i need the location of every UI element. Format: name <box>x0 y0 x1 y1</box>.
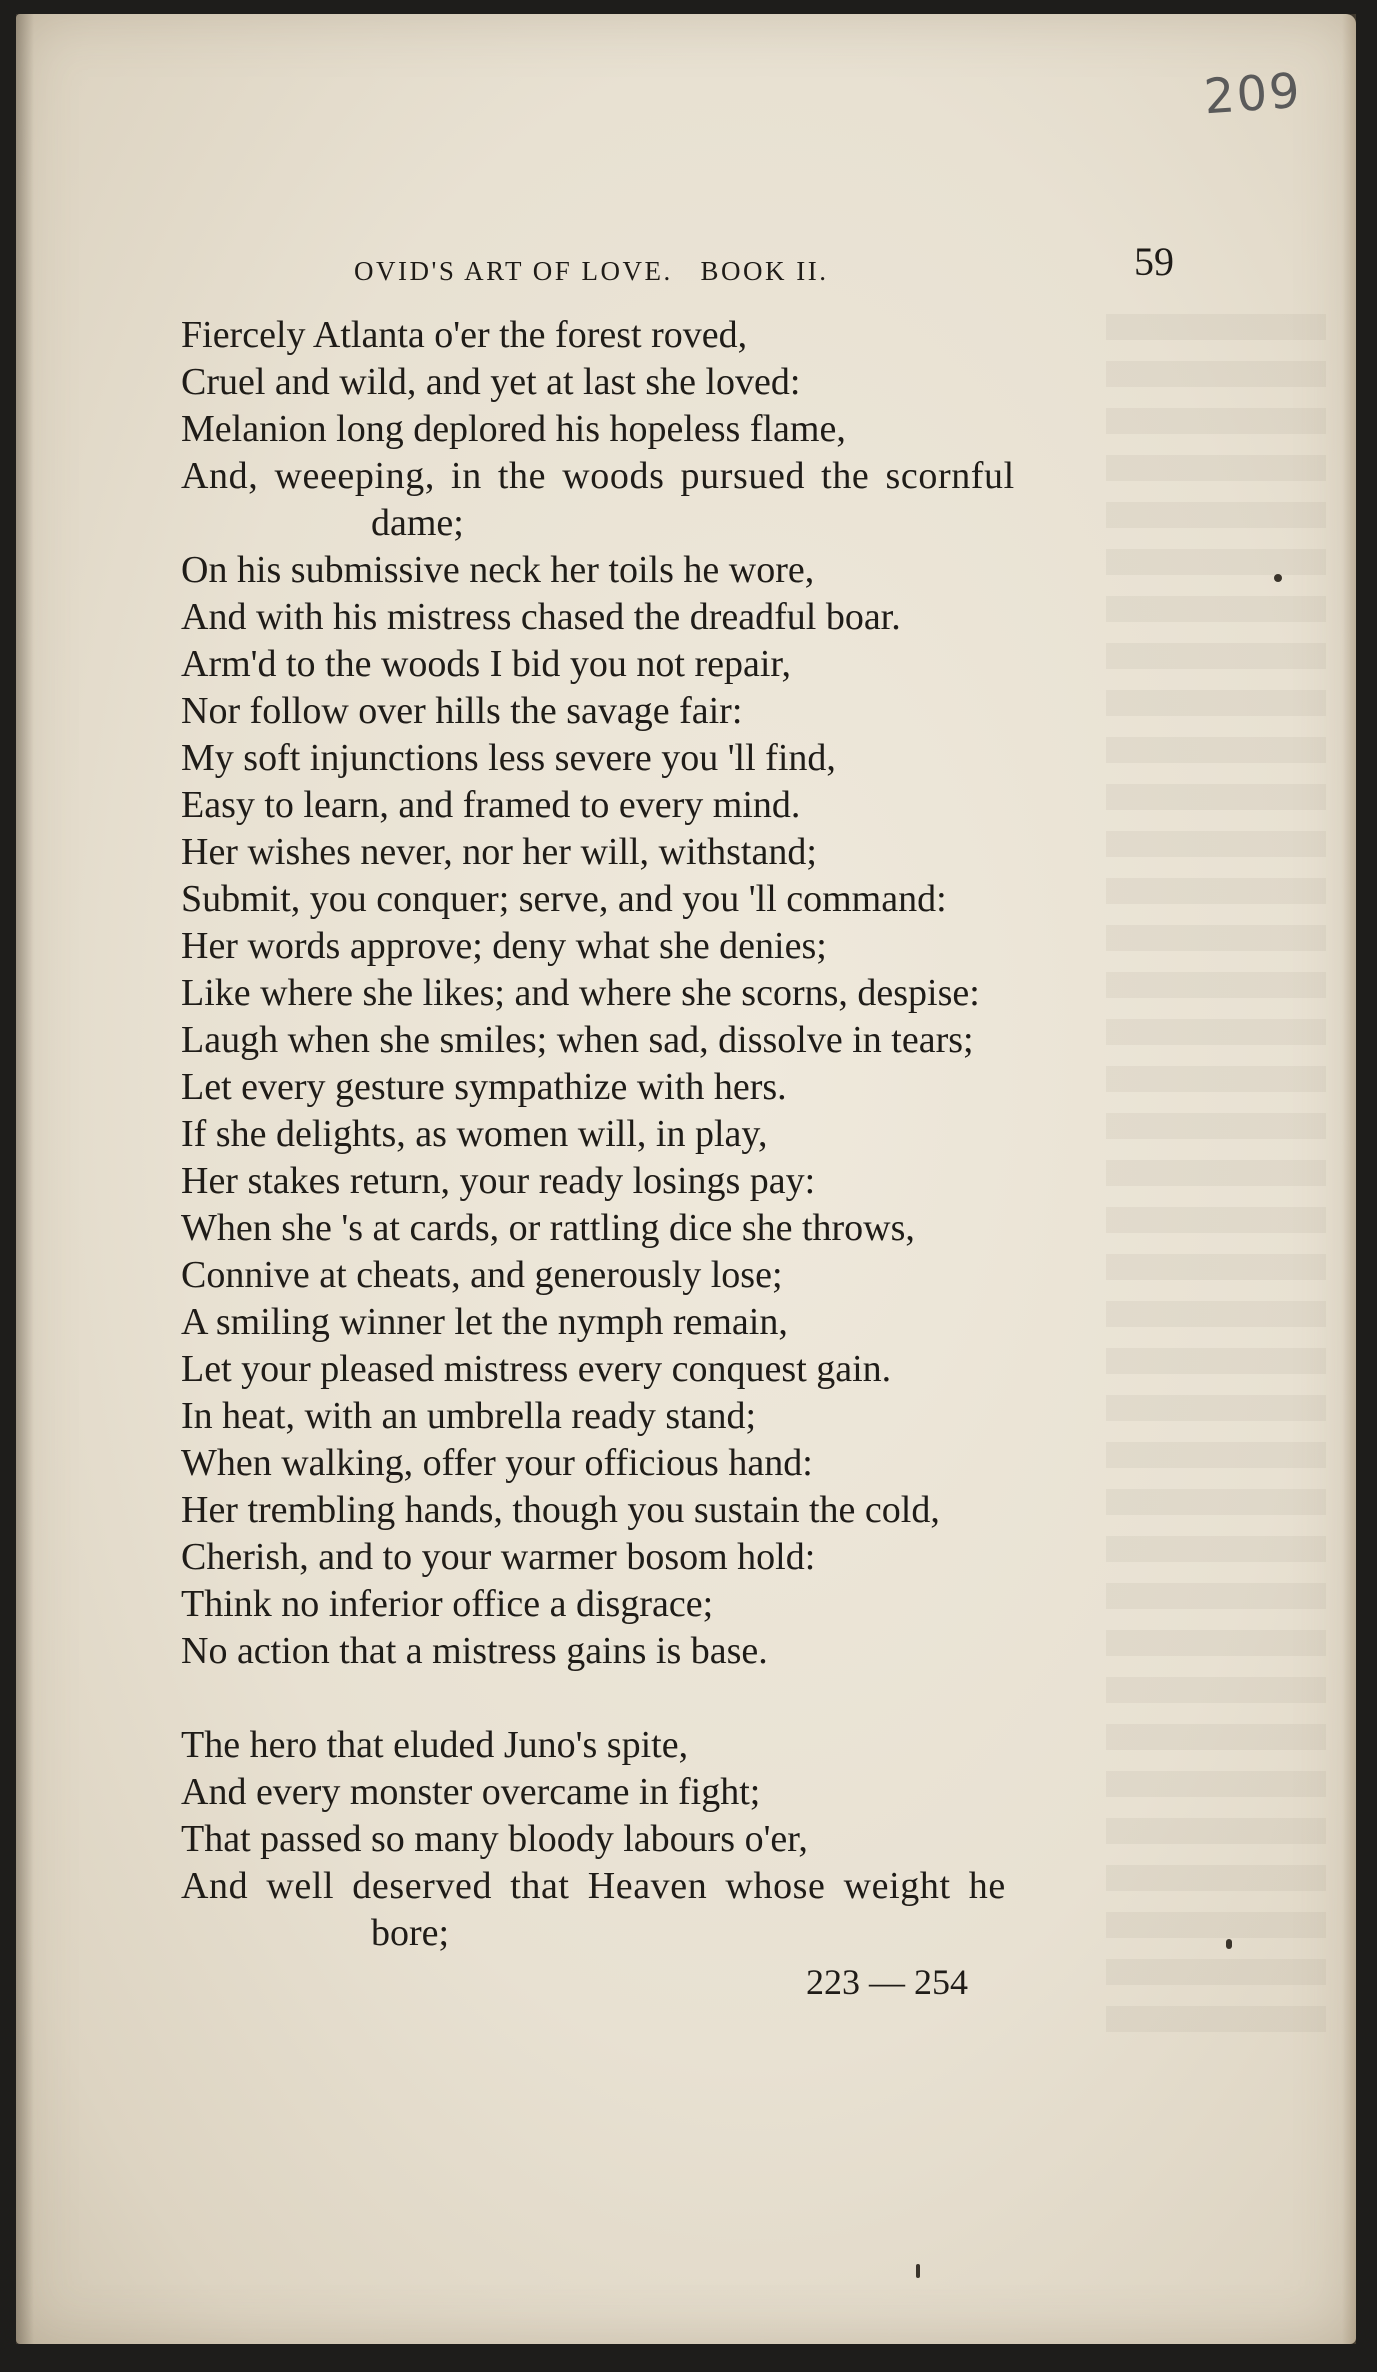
page-gutter-shadow <box>16 14 34 2344</box>
paper-speck <box>916 2264 920 2278</box>
verse-line: Fiercely Atlanta o'er the forest roved, <box>181 314 748 356</box>
verse-line: On his submissive neck her toils he wore, <box>181 549 815 591</box>
line-range: 223 — 254 <box>806 1962 968 2002</box>
verse-line: Think no inferior office a disgrace; <box>181 1583 714 1625</box>
verse-line: Let your pleased mistress every conquest gain. <box>181 1348 892 1390</box>
verse-line: If she delights, as women will, in play, <box>181 1113 768 1155</box>
verse-line: And, weeeping, in the woods pursued the scornful <box>181 455 1015 497</box>
verse-line: Laugh when she smiles; when sad, dissolve in tears; <box>181 1019 974 1061</box>
pencil-annotation: 209 <box>1202 62 1304 126</box>
verse-line: Her trembling hands, though you sustain the cold, <box>181 1489 940 1531</box>
verse-line: Her wishes never, nor her will, withstand; <box>181 831 817 873</box>
book-page <box>16 14 1356 2344</box>
page-header <box>334 238 1174 298</box>
paper-speck <box>1226 1939 1232 1949</box>
verse-line-continuation: bore; <box>371 1912 450 1954</box>
verse-line: No action that a mistress gains is base. <box>181 1630 768 1672</box>
verse-line: Her words approve; deny what she denies; <box>181 925 827 967</box>
page-number: 59 <box>1134 239 1174 284</box>
verse-line: Her stakes return, your ready losings pay: <box>181 1160 816 1202</box>
verse-line: Let every gesture sympathize with hers. <box>181 1066 787 1108</box>
verse-line: Cherish, and to your warmer bosom hold: <box>181 1536 816 1578</box>
verse-line: A smiling winner let the nymph remain, <box>181 1301 788 1343</box>
verse-line: When she 's at cards, or rattling dice she throws, <box>181 1207 915 1249</box>
verse-line-continuation: dame; <box>371 502 464 544</box>
verse-line: Nor follow over hills the savage fair: <box>181 690 743 732</box>
verse-line: My soft injunctions less severe you 'll find, <box>181 737 836 779</box>
verse-line: Melanion long deplored his hopeless flame, <box>181 408 846 450</box>
verse-line: That passed so many bloody labours o'er, <box>181 1818 808 1860</box>
page-edge-shadow <box>1342 14 1356 2344</box>
paper-speck <box>1274 574 1282 582</box>
verse-line: And every monster overcame in fight; <box>181 1771 761 1813</box>
verse-line: Like where she likes; and where she scorns, despise: <box>181 972 980 1014</box>
running-title: OVID'S ART OF LOVE. BOOK II. <box>354 256 829 286</box>
verse-line: Connive at cheats, and generously lose; <box>181 1254 783 1296</box>
verse-line: And well deserved that Heaven whose weight he <box>181 1865 1006 1907</box>
verse-line: Submit, you conquer; serve, and you 'll command: <box>181 878 947 920</box>
verse-line: And with his mistress chased the dreadful boar. <box>181 596 901 638</box>
verse-line: Easy to learn, and framed to every mind. <box>181 784 801 826</box>
verse-line: The hero that eluded Juno's spite, <box>181 1724 689 1766</box>
verse-line: Cruel and wild, and yet at last she loved: <box>181 361 801 403</box>
verse-line: When walking, offer your officious hand: <box>181 1442 813 1484</box>
verse-body <box>181 312 1221 1957</box>
verse-line: Arm'd to the woods I bid you not repair, <box>181 643 792 685</box>
stanza-break <box>181 1675 1221 1722</box>
verse-line: In heat, with an umbrella ready stand; <box>181 1395 757 1437</box>
